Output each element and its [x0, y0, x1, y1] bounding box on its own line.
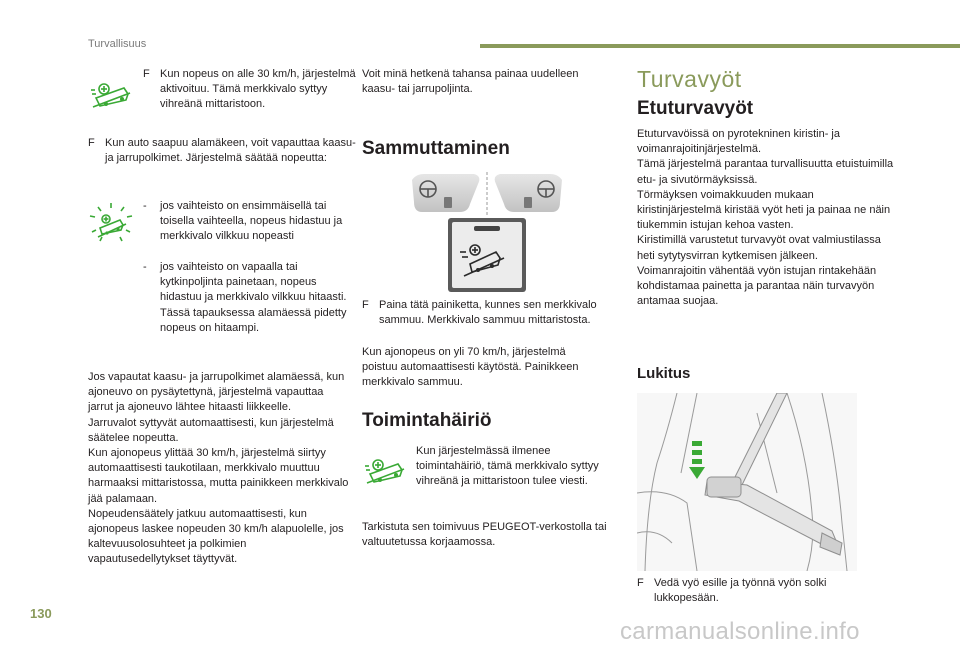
- bullet-marker: F: [143, 68, 150, 80]
- paragraph-resume: Nopeudensäätely jatkuu automaattisesti, kun ajonopeus laskee nopeuden 30 km/h alapuolelle, jos kaltevuusolosuhteet ja polkimien vapautusedellytykset täyttyvät.: [88, 507, 344, 566]
- dash-text: jos vaihteisto on ensimmäisellä tai toisella vaihteella, nopeus hidastuu ja merkkivalo vilkkuu nopeasti: [160, 200, 343, 243]
- heading-locking: Lukitus: [637, 365, 691, 382]
- bullet-marker: F: [88, 137, 95, 149]
- line-impact: Törmäyksen voimakkuuden mukaan kiristinjärjestelmä kiristää vyöt heti ja painaa ne näin tiukemmin istujan kehoa vasten.: [637, 188, 891, 232]
- dashboard-button-illustration: [412, 172, 562, 292]
- bullet-marker: F: [637, 577, 644, 589]
- bullet-press-button: [362, 298, 619, 328]
- paragraph-malfunction: Kun järjestelmässä ilmenee toimintahäiriö, tämä merkkivalo syttyy vihreänä ja mittaristoon tulee viesti.: [416, 445, 599, 488]
- paragraph-brake-lights: Jarruvalot syttyvät automaattisesti, kun järjestelmä säätelee nopeutta.: [88, 416, 334, 444]
- bullet-pull-belt: [637, 576, 884, 606]
- paragraph-release-pedals: Jos vapautat kaasu- ja jarrupolkimet alamäessä, kun ajoneuvo on pysäytettynä, järjestelmä vapauttaa jarrut ja ajoneuvo lähtee hitaasti liikkeelle.: [88, 371, 345, 414]
- dash-text: jos vaihteisto on vapaalla tai kytkinpoljinta painetaan, nopeus hidastuu ja merkkivalo vilkkuu hitaasti. Tässä tapauksessa alamäessä pidetty nopeus on hitaampi.: [160, 261, 347, 334]
- bullet-speed-under-30: [143, 67, 360, 113]
- hill-descent-flashing-icon: [88, 202, 134, 244]
- heading-front-seat-belts: Etuturvavyöt: [637, 98, 754, 119]
- heading-switch-off: Sammuttaminen: [362, 138, 510, 159]
- section-header: Turvallisuus: [88, 38, 147, 50]
- hill-descent-icon: [88, 80, 134, 108]
- paragraph-check-network: Tarkistuta sen toimivuus PEUGEOT-verkostolla tai valtuutetussa korjaamossa.: [362, 521, 607, 549]
- dash-marker: -: [143, 200, 147, 212]
- dash-first-second-gear: [143, 199, 360, 245]
- bullet-text: Kun nopeus on alle 30 km/h, järjestelmä aktivoituu. Tämä merkkivalo syttyy vihreänä mittaristoon.: [160, 68, 356, 111]
- line-ready: Kiristimillä varustetut turvavyöt ovat valmiustilassa heti sytytysvirran kytkemisen jälkeen.: [637, 234, 881, 262]
- paragraph-over-30: Kun ajonopeus ylittää 30 km/h, järjestelmä siirtyy automaattisesti taukotilaan, merkkivalo muuttuu harmaaksi mittaristossa, mutta painikkeen merkkivalo jää palamaan.: [88, 447, 349, 505]
- bullet-downhill: [88, 136, 365, 166]
- hill-descent-fault-icon: [362, 456, 408, 484]
- dash-marker: -: [143, 261, 147, 273]
- bullet-text: Paina tätä painiketta, kunnes sen merkkivalo sammuu. Merkkivalo sammuu mittaristosta.: [379, 299, 597, 327]
- bullet-text: Vedä vyö esille ja työnnä vyön solki lukkopesään.: [654, 577, 827, 605]
- heading-malfunction: Toimintahäiriö: [362, 410, 492, 431]
- col1-paragraphs: [88, 370, 350, 568]
- heading-seat-belts: Turvavyöt: [637, 66, 742, 92]
- paragraph-over-70: Kun ajonopeus on yli 70 km/h, järjestelmä poistuu automaattisesti käytöstä. Painikkeen merkkivalo sammuu.: [362, 346, 579, 389]
- header-bar: [480, 44, 960, 48]
- bullet-marker: F: [362, 299, 369, 311]
- line-force-limiter: Voimanrajoitin vähentää vyön istujan rintakehään kohdistamaa painetta ja parantaa näin turvavyön antamaa suojaa.: [637, 264, 877, 308]
- bullet-text: Kun auto saapuu alamäkeen, voit vapauttaa kaasu- ja jarrupolkimet. Järjestelmä säätää nopeutta:: [105, 137, 356, 165]
- paragraph-press-pedal: Voit minä hetkenä tahansa painaa uudelleen kaasu- tai jarrupoljinta.: [362, 68, 579, 96]
- page-number: 130: [30, 606, 52, 621]
- dash-neutral-gear: [143, 260, 360, 336]
- watermark: carmanualsonline.info: [620, 618, 860, 645]
- line-pretensioner: Etuturvavöissä on pyrotekninen kiristin- ja voimanrajoitinjärjestelmä.: [637, 128, 840, 156]
- line-safety: Tämä järjestelmä parantaa turvallisuutta etuistuimilla etu- ja sivutörmäyksissä.: [637, 158, 894, 186]
- seat-belt-illustration: [637, 393, 857, 571]
- front-belts-text: [637, 127, 899, 309]
